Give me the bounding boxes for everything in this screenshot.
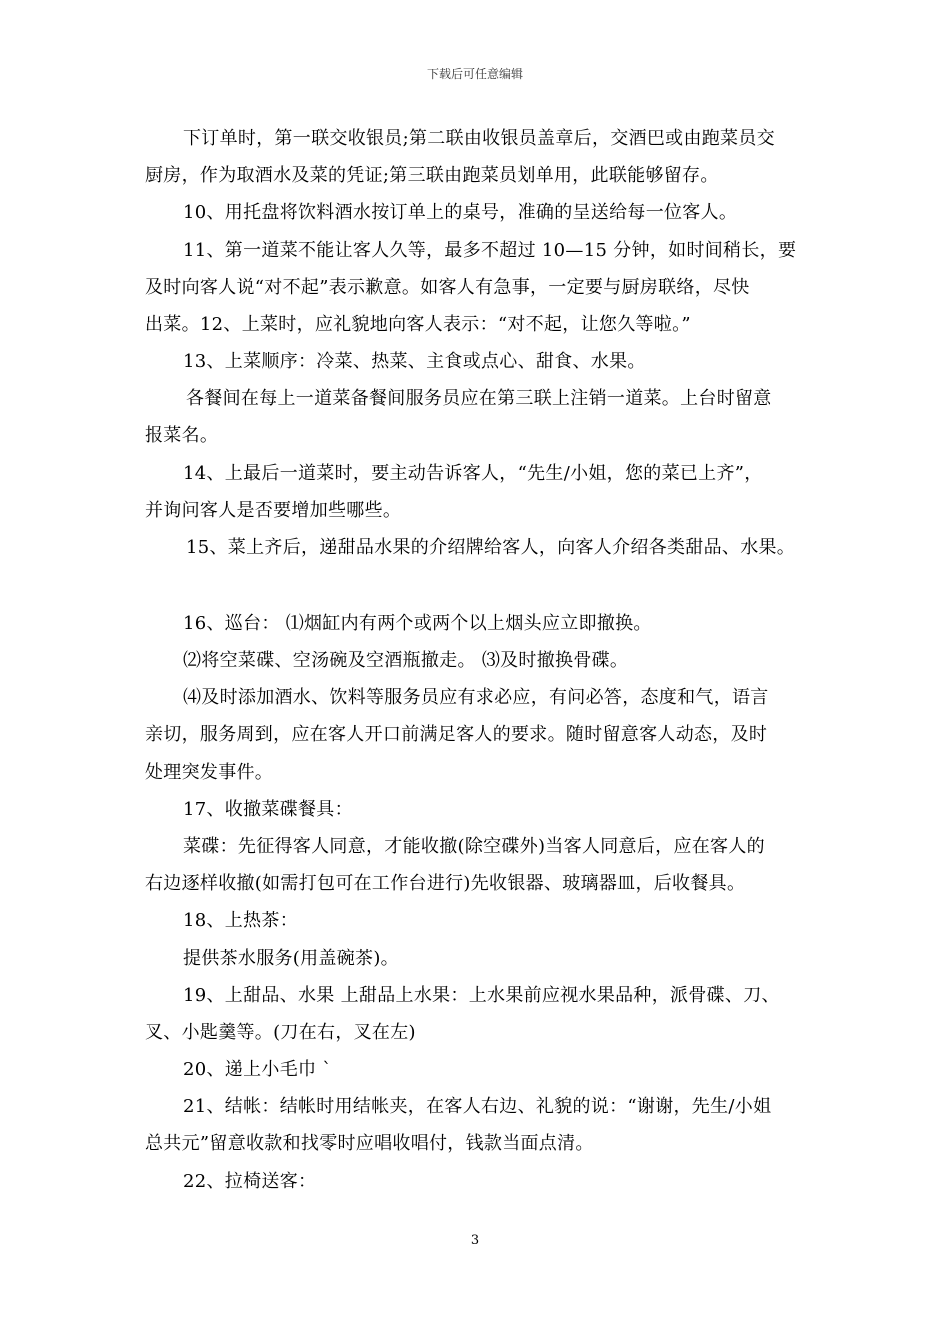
paragraph-line: 叉、小匙羹等。(刀在右，叉在左) [145, 1022, 416, 1043]
paragraph-line: 亲切，服务周到，应在客人开口前满足客人的要求。随时留意客人动态，及时 [145, 724, 768, 745]
paragraph-line: 各餐间在每上一道菜备餐间服务员应在第三联上注销一道菜。上台时留意 [186, 388, 772, 409]
paragraph-line: 18、上热茶： [183, 910, 299, 931]
paragraph-line: 19、上甜品、水果 上甜品上水果：上水果前应视水果品种，派骨碟、刀、 [183, 985, 780, 1006]
paragraph-line: 处理突发事件。 [145, 762, 274, 783]
paragraph-line: 右边逐样收撤(如需打包可在工作台进行)先收银器、玻璃器皿，后收餐具。 [145, 873, 746, 894]
page-header: 下载后可任意编辑 [426, 67, 523, 81]
paragraph-line: 及时向客人说“对不起”表示歉意。如客人有急事，一定要与厨房联络，尽快 [145, 277, 750, 298]
paragraph-line: 16、巡台： ⑴烟缸内有两个或两个以上烟头应立即撤换。 [183, 613, 652, 634]
paragraph-line: 并询问客人是否要增加些哪些。 [145, 500, 402, 521]
paragraph-line: 厨房，作为取酒水及菜的凭证;第三联由跑菜员划单用，此联能够留存。 [145, 165, 719, 186]
paragraph-line: 总共元”留意收款和找零时应唱收唱付，钱款当面点清。 [145, 1133, 594, 1154]
page-number: 3 [470, 1233, 480, 1248]
paragraph-line: 11、第一道菜不能让客人久等，最多不超过 10—15 分钟，如时间稍长，要 [183, 240, 797, 261]
paragraph-line: 22、拉椅送客： [183, 1171, 317, 1192]
paragraph-line: 21、结帐：结帐时用结帐夹，在客人右边、礼貌的说：“谢谢，先生/小姐 [183, 1096, 772, 1117]
paragraph-line: 13、上菜顺序：冷菜、热菜、主食或点心、甜食、水果。 [183, 351, 646, 372]
paragraph-line: 14、上最后一道菜时，要主动告诉客人，“先生/小姐，您的菜已上齐”， [183, 463, 763, 484]
paragraph-line: 提供茶水服务(用盖碗茶)。 [183, 948, 399, 969]
paragraph-line: 出菜。12、上菜时，应礼貌地向客人表示：“对不起，让您久等啦。” [145, 314, 691, 335]
paragraph-line: 10、用托盘将饮料酒水按订单上的桌号，准确的呈送给每一位客人。 [183, 202, 738, 223]
paragraph-line: ⑷及时添加酒水、饮料等服务员应有求必应，有问必答，态度和气，语言 [183, 687, 769, 708]
paragraph-line: 菜碟：先征得客人同意，才能收撤(除空碟外)当客人同意后，应在客人的 [183, 836, 765, 857]
paragraph-line: 15、菜上齐后，递甜品水果的介绍牌给客人，向客人介绍各类甜品、水果。 [186, 537, 796, 558]
paragraph-line: 17、收撤菜碟餐具： [183, 799, 353, 820]
paragraph-line: 20、递上小毛巾 ` [183, 1059, 332, 1080]
paragraph-line: 报菜名。 [145, 425, 219, 446]
paragraph-line: 下订单时，第一联交收银员;第二联由收银员盖章后，交酒巴或由跑菜员交 [183, 128, 775, 149]
paragraph-line: ⑵将空菜碟、空汤碗及空酒瓶撤走。 ⑶及时撤换骨碟。 [183, 650, 629, 671]
